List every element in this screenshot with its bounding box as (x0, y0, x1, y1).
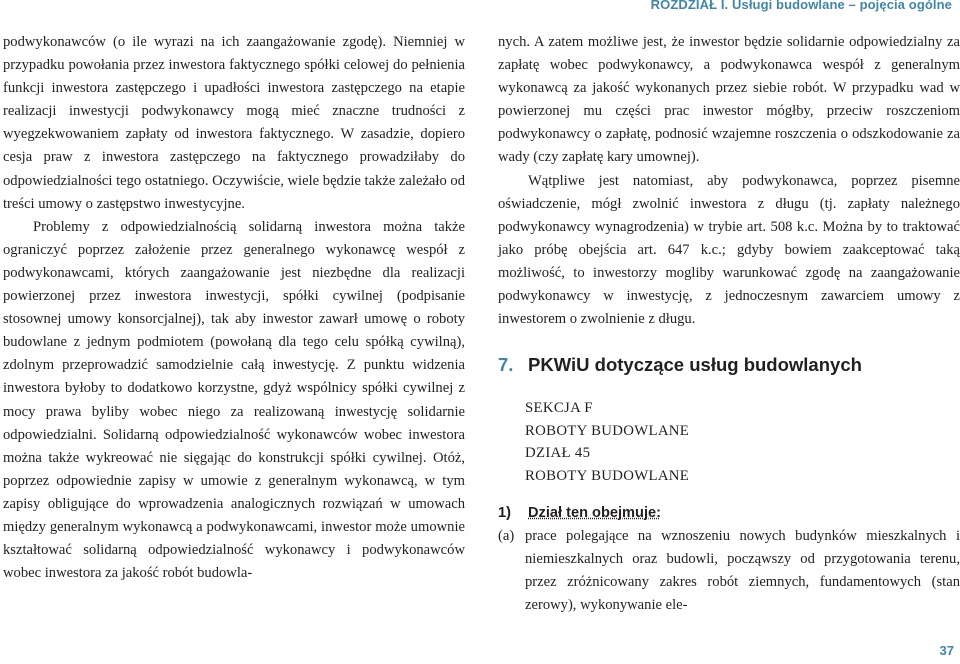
subsection-title: Dział ten obejmuje: (528, 504, 661, 521)
right-paragraph-2: Wątpliwe jest natomiast, aby podwykonawca, poprzez pisemne oświadczenie, mógł zwolnić inwestora z długu (tj. zapłaty należnego podwykonawcy wynagrodzenia) w trybie art. 508 k.c. Można by to traktować jako próbę obejścia art. 647 k.c.; gdyby bowiem zaakceptować taką możliwość, to inwestorzy mogliby warunkować zgodę na zaangażowanie podwykonawcy w inwestycję, z jednoczesnym zawarciem umowy z inwestorem o zwolnienie z długu. (498, 172, 960, 328)
classification-line: ROBOTY BUDOWLANE (525, 422, 690, 439)
classification-line: DZIAŁ 45 (525, 445, 591, 462)
running-head (651, 0, 952, 12)
section-number: 7. (498, 354, 514, 376)
left-column (3, 31, 465, 585)
chapter-title: Usługi budowlane – pojęcia ogólne (732, 0, 952, 12)
subsection-heading (498, 502, 960, 525)
left-paragraph-2: Problemy z odpowiedzialnością solidarną inwestora można także ograniczyć poprzez założenie przez generalnego wykonawcę wespół z podwykonawcami, których zaangażowanie jest niezbędne dla realizacji powierzonej przez inwestora inwestycji, spółki cywilnej (podpisanie stosownej umowy konsorcjalnej), tak aby inwestor zawarł umowę o roboty budowlane z jednym podmiotem (powołaną dla tego celu spółką cywilną), zdolnym przeprowadzić samodzielnie całą inwestycję. Z punktu widzenia inwestora byłoby to dodatkowo korzystne, gdyż wspólnicy spółki cywilnej z mocy prawa byliby wobec niego za realizowaną inwestycję solidarnie odpowiedzialni. Solidarną odpowiedzialność wykonawców wobec inwestora można także wykreować nie sięgając do konstrukcji spółki cywilnej. Otóż, poprzez odpowiednie zapisy w umowie z generalnym wykonawcą, w tym zapisy obligujące do wprowadzenia analogicznych rozwiązań w umowach między generalnym wykonawcą a podwykonawcami, inwestor może umownie kształtować solidarną odpowiedzialność wykonawcy i podwykonawców wobec inwestora za jakość robót budowla- (3, 218, 465, 582)
section-heading (498, 353, 960, 377)
left-paragraph-1: podwykonawców (o ile wyrazi na ich zaangażowanie zgodę). Niemniej w przypadku powołania przez inwestora faktycznego spółki celowej do pełnienia funkcji inwestora zastępczego i upadłości inwestora zastępczego na etapie realizacji inwestycji podwykonawcy mogą mieć znaczne trudności z wyegzekwowaniem zapłaty od inwestora faktycznego. W zasadzie, dopiero cesja praw z inwestora zastępczego na faktycznego prowadziłaby do odpowiedzialności tego ostatniego. Oczywiście, wiele będzie także zależało od treści umowy o zastępstwo inwestycyjne. (3, 34, 465, 212)
list-text: prace polegające na wznoszeniu nowych budynków mieszkalnych i niemieszkalnych oraz budowli, począwszy od przygotowania terenu, przez zróżnicowany zakres robót ziemnych, fundamentowych (stan zerowy), wykonywanie ele- (525, 527, 960, 613)
section-title: PKWiU dotyczące usług budowlanych (528, 354, 862, 376)
list-marker: (a) (498, 527, 515, 544)
classification-line: SEKCJA F (525, 400, 593, 417)
page-number: 37 (939, 643, 954, 658)
right-column (498, 31, 960, 617)
right-paragraph-1: nych. A zatem możliwe jest, że inwestor będzie solidarnie odpowiedzialny za zapłatę wobec podwykonawcy, a podwykonawca wespół z generalnym wykonawcą za jakość wykonanych przez siebie robót. W przypadku wad w powierzonej mu części prac inwestor mógłby, przeciw roszczeniom podwykonawcy o zapłatę, podnosić wzajemne roszczenia o odszkodowanie za wady (czy zapłatę kary umownej). (498, 34, 960, 166)
chapter-label: ROZDZIAŁ I. (650, 0, 729, 12)
classification-line: ROBOTY BUDOWLANE (525, 468, 690, 484)
list-item (498, 525, 960, 617)
subsection-number: 1) (498, 504, 511, 521)
pkwiu-classification (525, 397, 960, 487)
